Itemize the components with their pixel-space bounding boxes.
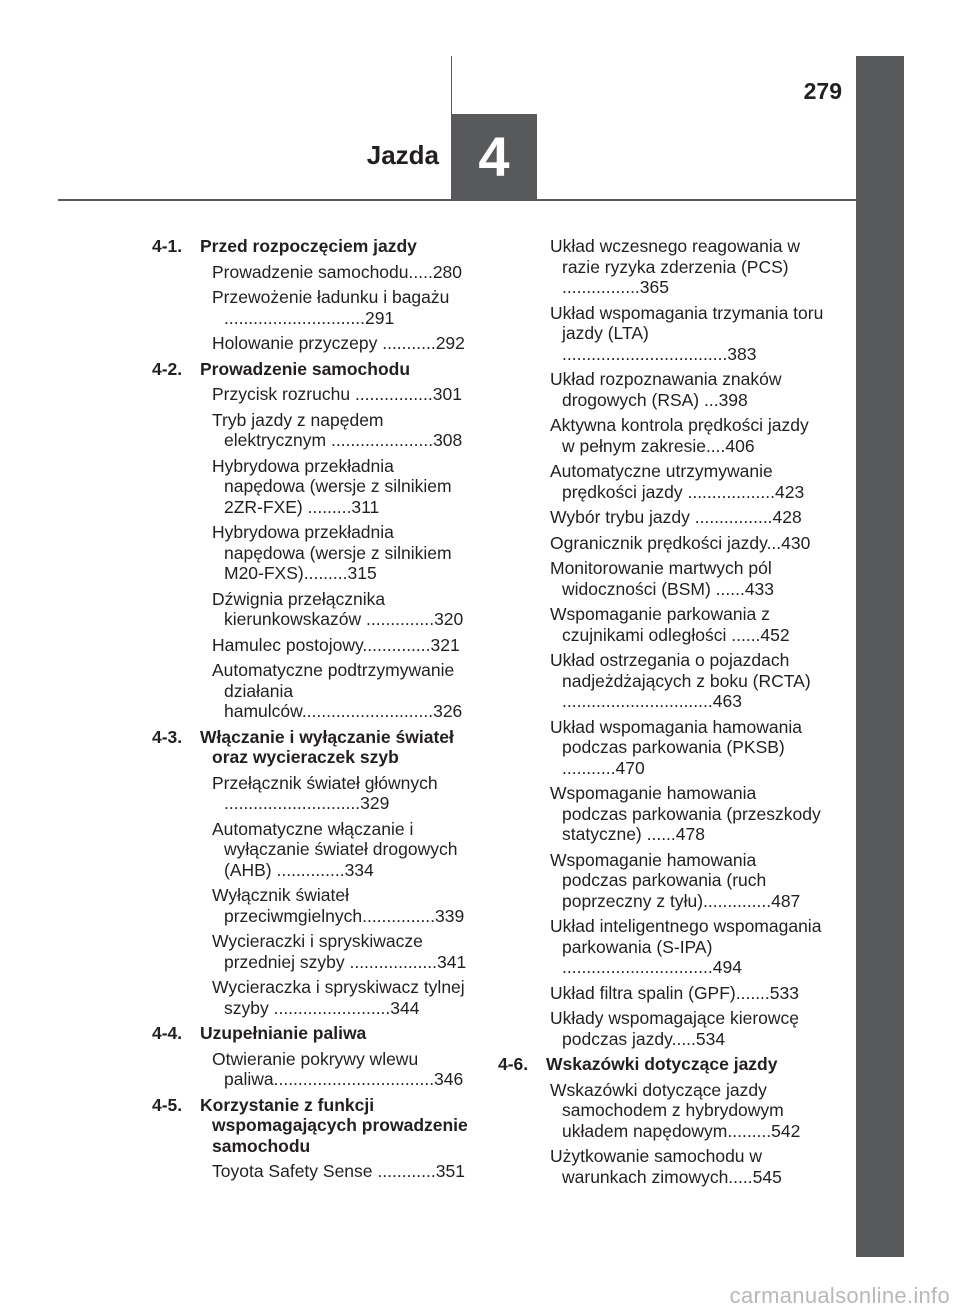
toc-entry[interactable] bbox=[152, 635, 474, 656]
toc-entry-text: Aktywna kontrola prędkości jazdy w pełnym zakresie....406 bbox=[550, 415, 809, 456]
toc-entry-text: Układ wczesnego reagowania w razie ryzyka zderzenia (PCS) ................365 bbox=[550, 236, 800, 297]
toc-entry-text: Wyłącznik świateł przeciwmgielnych...............339 bbox=[212, 885, 465, 926]
toc-entry-text: Wskazówki dotyczące jazdy samochodem z hybrydowym układem napędowym.........542 bbox=[550, 1079, 801, 1141]
toc-entry[interactable] bbox=[152, 410, 474, 451]
toc-entry[interactable] bbox=[152, 660, 474, 722]
toc-section-heading bbox=[152, 1023, 474, 1044]
toc-entry[interactable] bbox=[498, 507, 824, 528]
toc-entry-text: Automatyczne utrzymywanie prędkości jazdy ..................423 bbox=[550, 461, 805, 502]
toc-column-right bbox=[498, 236, 824, 1192]
toc-entry-text: Przełącznik świateł głównych ............................329 bbox=[212, 772, 438, 813]
toc-entry[interactable] bbox=[152, 773, 474, 814]
toc-entry-text: Przycisk rozruchu ................301 bbox=[212, 384, 462, 404]
toc-entry-text: Otwieranie pokrywy wlewu paliwa.................................346 bbox=[212, 1048, 464, 1089]
toc-entry[interactable] bbox=[152, 384, 474, 405]
toc-entry[interactable] bbox=[498, 558, 824, 599]
toc-entry[interactable] bbox=[498, 303, 824, 365]
toc-entry-text: Wycieraczka i spryskiwacz tylnej szyby ........................344 bbox=[212, 977, 465, 1018]
header-vertical-rule bbox=[451, 56, 452, 116]
toc-column-left bbox=[152, 236, 474, 1187]
toc-entry-text: Układ ostrzegania o pojazdach nadjeżdżających z boku (RCTA) ...............................463 bbox=[550, 650, 811, 711]
toc-entry-text: Układ wspomagania hamowania podczas parkowania (PKSB) ...........470 bbox=[550, 716, 802, 778]
toc-section-heading bbox=[152, 727, 474, 768]
toc-section-heading bbox=[152, 236, 474, 257]
section-number: 4-6. bbox=[498, 1054, 529, 1074]
watermark: carmanualsonline.info bbox=[729, 1283, 950, 1308]
toc-entry[interactable] bbox=[152, 522, 474, 584]
toc-entry[interactable] bbox=[152, 262, 474, 283]
toc-entry[interactable] bbox=[498, 916, 824, 978]
toc-entry-text: Układy wspomagające kierowcę podczas jazdy.....534 bbox=[550, 1008, 799, 1049]
toc-entry[interactable] bbox=[152, 589, 474, 630]
toc-entry-text: Wspomaganie hamowania podczas parkowania (przeszkody statyczne) ......478 bbox=[550, 783, 821, 844]
toc-entry[interactable] bbox=[152, 1161, 474, 1182]
section-number: 4-2. bbox=[152, 358, 183, 379]
section-title: Wskazówki dotyczące jazdy bbox=[546, 1054, 778, 1074]
toc-entry-text: Układ filtra spalin (GPF).......533 bbox=[550, 982, 799, 1003]
toc-entry-text: Toyota Safety Sense ............351 bbox=[212, 1161, 465, 1181]
chapter-side-tab bbox=[856, 56, 904, 1257]
toc-entry-text: Układ inteligentnego wspomagania parkowania (S-IPA) ...............................494 bbox=[550, 916, 822, 977]
toc-entry-text: Tryb jazdy z napędem elektrycznym .....................308 bbox=[212, 409, 463, 450]
toc-entry-text: Wycieraczki i spryskiwacze przedniej szyby ..................341 bbox=[212, 931, 467, 972]
toc-entry-text: Wybór trybu jazdy ................428 bbox=[550, 507, 802, 527]
toc-entry-text: Automatyczne podtrzymywanie działania hamulców...........................326 bbox=[212, 660, 463, 721]
toc-entry-text: Dźwignia przełącznika kierunkowskazów ..............320 bbox=[212, 588, 464, 629]
toc-entry[interactable] bbox=[152, 456, 474, 518]
toc-entry[interactable] bbox=[152, 819, 474, 881]
section-title: Przed rozpoczęciem jazdy bbox=[200, 236, 417, 256]
toc-entry-text: Układ wspomagania trzymania toru jazdy (LTA) ..................................383 bbox=[550, 302, 824, 364]
toc-entry[interactable] bbox=[498, 983, 824, 1004]
toc-entry-text: Wspomaganie parkowania z czujnikami odległości ......452 bbox=[550, 604, 790, 645]
toc-entry[interactable] bbox=[498, 415, 824, 456]
toc-entry[interactable] bbox=[498, 783, 824, 845]
toc-entry[interactable] bbox=[152, 333, 474, 354]
section-number: 4-5. bbox=[152, 1094, 183, 1115]
toc-entry-text: Układ rozpoznawania znaków drogowych (RSA) ...398 bbox=[550, 369, 782, 410]
toc-entry[interactable] bbox=[498, 1146, 824, 1187]
toc-entry-text: Monitorowanie martwych pól widoczności (BSM) ......433 bbox=[550, 558, 775, 599]
section-number: 4-3. bbox=[152, 726, 183, 747]
toc-entry[interactable] bbox=[152, 977, 474, 1018]
toc-entry[interactable] bbox=[498, 533, 824, 554]
toc-section-heading bbox=[152, 1095, 474, 1157]
toc-entry[interactable] bbox=[152, 931, 474, 972]
toc-entry-text: Użytkowanie samochodu w warunkach zimowych.....545 bbox=[550, 1146, 782, 1187]
toc-entry[interactable] bbox=[498, 650, 824, 712]
toc-entry[interactable] bbox=[152, 1049, 474, 1090]
toc-entry-text: Prowadzenie samochodu.....280 bbox=[212, 261, 463, 282]
section-title: Włączanie i wyłączanie świateł oraz wycieraczek szyb bbox=[200, 726, 454, 767]
toc-entry[interactable] bbox=[498, 717, 824, 779]
section-number: 4-1. bbox=[152, 236, 183, 256]
chapter-title: Jazda bbox=[366, 140, 439, 170]
toc-entry[interactable] bbox=[498, 1080, 824, 1142]
section-number: 4-4. bbox=[152, 1023, 183, 1043]
section-title: Prowadzenie samochodu bbox=[200, 358, 411, 379]
toc-entry[interactable] bbox=[152, 287, 474, 328]
toc-entry-text: Hybrydowa przekładnia napędowa (wersje z silnikiem M20-FXS).........315 bbox=[212, 522, 452, 583]
toc-entry[interactable] bbox=[498, 236, 824, 298]
toc-entry[interactable] bbox=[498, 369, 824, 410]
toc-entry[interactable] bbox=[498, 1008, 824, 1049]
toc-entry[interactable] bbox=[498, 461, 824, 502]
toc-entry-text: Holowanie przyczepy ...........292 bbox=[212, 333, 465, 353]
section-title: Uzupełnianie paliwa bbox=[200, 1023, 367, 1043]
section-title: Korzystanie z funkcji wspomagających prowadzenie samochodu bbox=[200, 1094, 468, 1156]
toc-entry[interactable] bbox=[152, 885, 474, 926]
toc-entry-text: Hamulec postojowy..............321 bbox=[212, 634, 460, 655]
toc-entry-text: Hybrydowa przekładnia napędowa (wersje z silnikiem 2ZR-FXE) .........311 bbox=[212, 455, 452, 517]
toc-section-heading bbox=[152, 359, 474, 380]
toc-entry[interactable] bbox=[498, 604, 824, 645]
toc-entry-text: Ogranicznik prędkości jazdy...430 bbox=[550, 532, 811, 553]
toc-entry-text: Wspomaganie hamowania podczas parkowania (ruch poprzeczny z tyłu)..............487 bbox=[550, 849, 801, 911]
toc-entry-text: Przewożenie ładunku i bagażu .............................291 bbox=[212, 287, 450, 328]
toc-entry-text: Automatyczne włączanie i wyłączanie świateł drogowych (AHB) ..............334 bbox=[212, 818, 458, 880]
page-number: 279 bbox=[803, 78, 842, 104]
toc-section-heading bbox=[498, 1054, 824, 1075]
toc-entry[interactable] bbox=[498, 850, 824, 912]
chapter-number-box: 4 bbox=[451, 114, 537, 200]
